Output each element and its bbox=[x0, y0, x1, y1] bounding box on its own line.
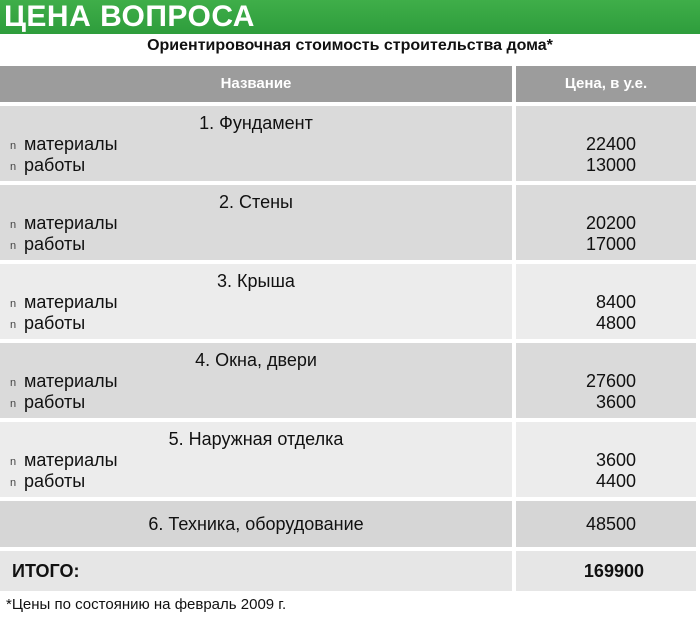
table-row bbox=[0, 264, 700, 339]
item-price: 17000 bbox=[585, 234, 636, 254]
table-row bbox=[0, 106, 700, 181]
item-price: 3600 bbox=[595, 450, 636, 470]
group-title: 3. Крыша bbox=[217, 271, 295, 291]
name-cell bbox=[0, 185, 512, 260]
bullet-icon: n bbox=[10, 377, 17, 390]
name-cell bbox=[0, 343, 512, 418]
name-cell bbox=[0, 106, 512, 181]
price-cell bbox=[516, 422, 696, 497]
group-title: 5. Наружная отделка bbox=[168, 429, 344, 449]
price-table bbox=[0, 66, 700, 591]
item-line bbox=[10, 450, 118, 471]
page-subtitle: Ориентировочная стоимость строительства дома* bbox=[147, 37, 553, 54]
group-title: 1. Фундамент bbox=[199, 113, 313, 133]
item-label: работы bbox=[24, 155, 86, 175]
bullet-icon: n bbox=[10, 477, 17, 490]
item-label: материалы bbox=[24, 450, 118, 470]
item-line bbox=[10, 313, 85, 334]
table-row bbox=[0, 422, 700, 497]
item-price: 20200 bbox=[585, 213, 636, 233]
name-cell bbox=[0, 501, 512, 547]
price-cell bbox=[516, 501, 696, 547]
item-line bbox=[10, 155, 85, 176]
price-cell bbox=[516, 106, 696, 181]
item-line bbox=[10, 292, 118, 313]
item-label: материалы bbox=[24, 292, 118, 312]
column-header-price-label: Цена, в у.е. bbox=[564, 75, 648, 92]
column-header-name-label: Название bbox=[220, 75, 292, 92]
price-cell bbox=[516, 551, 696, 591]
table-row bbox=[0, 185, 700, 260]
item-label: материалы bbox=[24, 213, 118, 233]
group-title: 4. Окна, двери bbox=[195, 350, 317, 370]
item-price: 8400 bbox=[595, 292, 636, 312]
bullet-icon: n bbox=[10, 319, 17, 332]
bullet-icon: n bbox=[10, 140, 17, 153]
group-title: 6. Техника, оборудование bbox=[148, 514, 364, 534]
table-header-row bbox=[0, 66, 700, 102]
item-price: 4400 bbox=[595, 471, 636, 491]
item-price: 3600 bbox=[595, 392, 636, 412]
price-cell bbox=[516, 343, 696, 418]
item-price: 4800 bbox=[595, 313, 636, 333]
item-label: работы bbox=[24, 234, 86, 254]
item-price: 22400 bbox=[585, 134, 636, 154]
item-price: 27600 bbox=[585, 371, 636, 391]
item-price: 13000 bbox=[585, 155, 636, 175]
name-cell bbox=[0, 264, 512, 339]
table-row bbox=[0, 343, 700, 418]
price-cell bbox=[516, 185, 696, 260]
name-cell bbox=[0, 551, 512, 591]
total-label: ИТОГО: bbox=[12, 561, 80, 581]
item-label: работы bbox=[24, 392, 86, 412]
item-label: материалы bbox=[24, 134, 118, 154]
item-line bbox=[10, 392, 85, 413]
item-line bbox=[10, 213, 118, 234]
item-price: 48500 bbox=[585, 514, 636, 534]
item-label: материалы bbox=[24, 371, 118, 391]
total-price: 169900 bbox=[583, 561, 644, 581]
table-row bbox=[0, 501, 700, 547]
footnote: *Цены по состоянию на февраль 2009 г. bbox=[6, 596, 287, 613]
bullet-icon: n bbox=[10, 219, 17, 232]
page-title: ЦЕНА ВОПРОСА bbox=[4, 0, 255, 33]
column-header-price bbox=[516, 66, 696, 102]
bullet-icon: n bbox=[10, 398, 17, 411]
total-row bbox=[0, 551, 700, 591]
item-line bbox=[10, 371, 118, 392]
bullet-icon: n bbox=[10, 298, 17, 311]
bullet-icon: n bbox=[10, 456, 17, 469]
column-header-name bbox=[0, 66, 512, 102]
bullet-icon: n bbox=[10, 161, 17, 174]
bullet-icon: n bbox=[10, 240, 17, 253]
item-line bbox=[10, 234, 85, 255]
item-line bbox=[10, 471, 85, 492]
name-cell bbox=[0, 422, 512, 497]
item-label: работы bbox=[24, 471, 86, 491]
item-line bbox=[10, 134, 118, 155]
item-label: работы bbox=[24, 313, 86, 333]
price-cell bbox=[516, 264, 696, 339]
group-title: 2. Стены bbox=[219, 192, 293, 212]
